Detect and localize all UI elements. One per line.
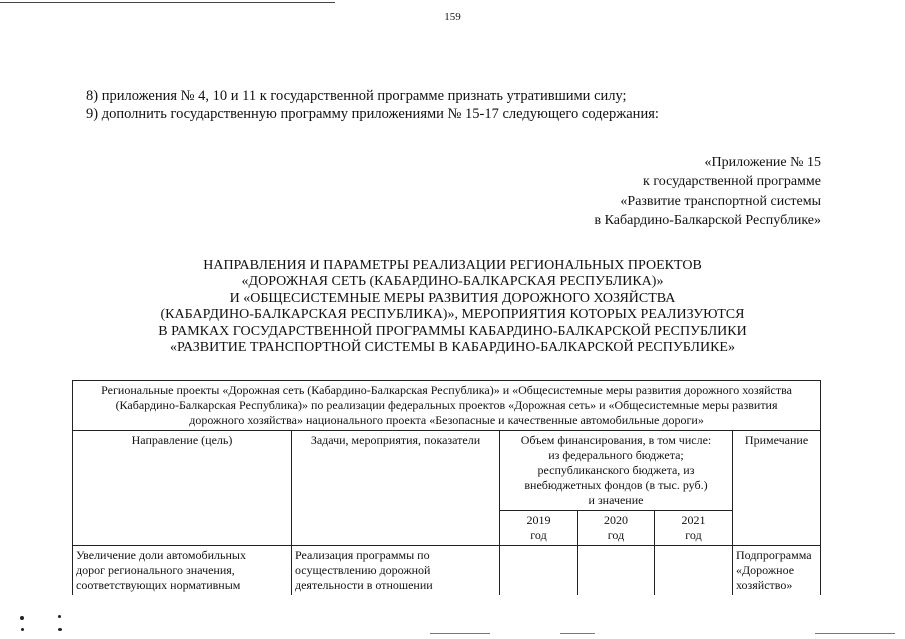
- title-line: «ДОРОЖНАЯ СЕТЬ (КАБАРДИНО-БАЛКАРСКАЯ РЕСПУБЛИКА)»: [241, 274, 664, 290]
- year-unit: год: [530, 528, 547, 542]
- top-rule: [0, 2, 335, 3]
- title-line: НАПРАВЛЕНИЯ И ПАРАМЕТРЫ РЕАЛИЗАЦИИ РЕГИОНАЛЬНЫХ ПРОЕКТОВ: [203, 258, 702, 273]
- year-header-2021: [655, 511, 733, 546]
- document-title: [0, 258, 905, 356]
- caption-line: Региональные проекты «Дорожная сеть (Кабардино-Балкарская Республика)» и «Общесистемные меры развития дорожного хозяйства: [101, 383, 792, 397]
- year-unit: год: [607, 528, 625, 542]
- paragraph-item-8: 8) приложения № 4, 10 и 11 к государственной программе признать утратившими силу;: [86, 88, 627, 104]
- cell-line: соответствующих нормативным: [76, 578, 241, 592]
- bottom-rule: [815, 633, 895, 634]
- caption-line: дорожного хозяйства» национального проекта «Безопасные и качественные автомобильные дороги»: [189, 413, 704, 427]
- financing-line: и значение: [588, 493, 644, 507]
- scan-artifacts: [18, 612, 78, 636]
- cell-line: Увеличение доли автомобильных: [76, 548, 246, 562]
- paragraph-item-9: 9) дополнить государственную программу приложениями № 15-17 следующего содержания:: [86, 106, 659, 122]
- direction-cell: [73, 546, 292, 596]
- appendix-line: «Развитие транспортной системы: [620, 193, 821, 209]
- year-unit: год: [685, 528, 702, 542]
- cell-line: Подпрограмма: [736, 548, 812, 562]
- appendix-line: в Кабардино-Балкарской Республике»: [594, 212, 821, 228]
- col-header-tasks: Задачи, мероприятия, показатели: [292, 431, 500, 546]
- title-line: И «ОБЩЕСИСТЕМНЫЕ МЕРЫ РАЗВИТИЯ ДОРОЖНОГО ХОЗЯЙСТВА: [229, 290, 676, 306]
- year-header-2019: [500, 511, 578, 546]
- tasks-cell: [292, 546, 500, 596]
- value-2021-cell: [655, 546, 733, 596]
- col-header-direction: Направление (цель): [73, 431, 292, 546]
- title-line: (КАБАРДИНО-БАЛКАРСКАЯ РЕСПУБЛИКА)», МЕРОПРИЯТИЯ КОТОРЫХ РЕАЛИЗУЮТСЯ: [160, 307, 745, 323]
- table-row: [73, 546, 821, 596]
- appendix-line: «Приложение № 15: [704, 155, 821, 170]
- value-2020-cell: [578, 546, 655, 596]
- scan-dot: [58, 615, 61, 618]
- financing-line: республиканского бюджета, из: [537, 463, 695, 477]
- financing-line: Объем финансирования, в том числе:: [520, 433, 712, 447]
- financing-line: из федерального бюджета;: [548, 448, 684, 462]
- cell-line: дорог регионального значения,: [76, 563, 235, 577]
- year-label: 2021: [681, 513, 706, 527]
- table-caption-cell: [73, 381, 821, 431]
- table-caption-row: [73, 381, 821, 431]
- financing-line: внебюджетных фондов (в тыс. руб.): [524, 478, 708, 492]
- col-header-note: Примечание: [733, 431, 821, 546]
- cell-line: «Дорожное: [736, 563, 795, 577]
- appendix-line: к государственной программе: [643, 174, 821, 190]
- note-cell: [733, 546, 821, 596]
- cell-line: Реализация программы по: [295, 548, 430, 562]
- cell-line: осуществлению дорожной: [295, 563, 431, 577]
- year-label: 2019: [526, 513, 551, 527]
- year-header-2020: [578, 511, 655, 546]
- projects-table: [72, 380, 821, 595]
- col-header-financing: [500, 431, 733, 511]
- scan-dot: [21, 628, 24, 631]
- caption-line: (Кабардино-Балкарская Республика)» по реализации федеральных проектов «Дорожная сеть» и «Общесистемные меры развития: [115, 398, 778, 412]
- scan-dot: [58, 628, 62, 631]
- title-line: В РАМКАХ ГОСУДАРСТВЕННОЙ ПРОГРАММЫ КАБАРДИНО-БАЛКАРСКОЙ РЕСПУБЛИКИ: [158, 323, 747, 339]
- cell-line: деятельности в отношении: [295, 578, 433, 592]
- value-2019-cell: [500, 546, 578, 596]
- title-line: «РАЗВИТИЕ ТРАНСПОРТНОЙ СИСТЕМЫ В КАБАРДИНО-БАЛКАРСКОЙ РЕСПУБЛИКЕ»: [170, 340, 735, 356]
- cell-line: хозяйство»: [736, 578, 793, 592]
- bottom-rule: [560, 633, 595, 634]
- year-label: 2020: [604, 513, 628, 527]
- bottom-rule: [430, 633, 490, 634]
- column-header-row: [73, 431, 821, 511]
- scan-dot: [20, 616, 24, 620]
- page-number: 159: [444, 11, 461, 23]
- appendix-reference: [595, 153, 821, 230]
